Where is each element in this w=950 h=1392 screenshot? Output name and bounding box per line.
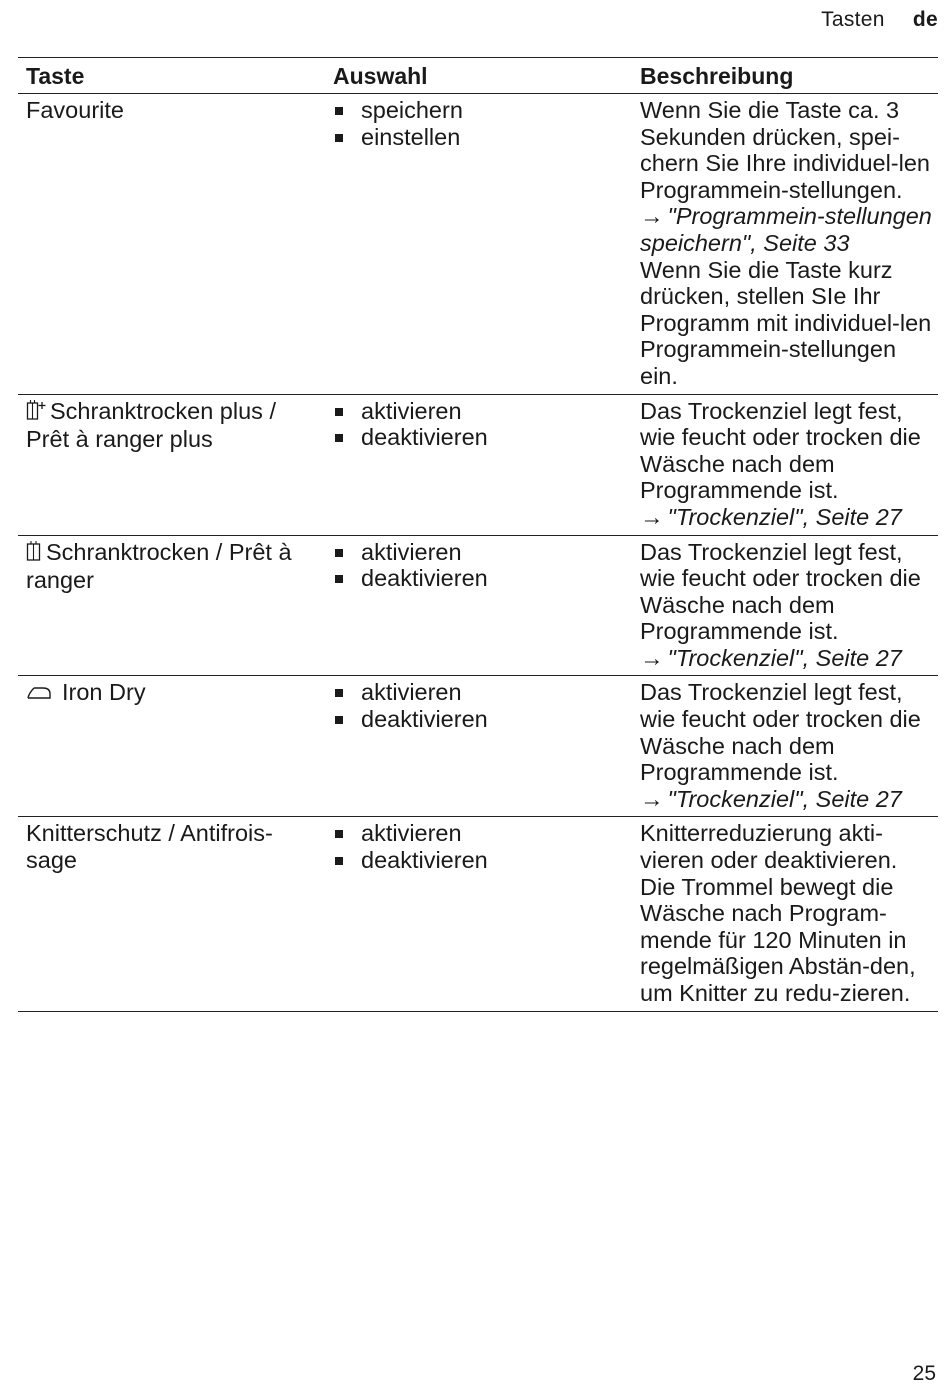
iron-icon: [26, 681, 52, 708]
cross-reference-text: "Trockenziel", Seite 27: [667, 503, 902, 530]
page-number: 25: [912, 1362, 936, 1385]
table-row: [18, 817, 938, 1011]
column-header-taste: Taste: [18, 58, 325, 94]
description-cell: [632, 676, 938, 817]
option-item: aktivieren: [333, 820, 624, 847]
button-options-table: [18, 57, 938, 1012]
arrow-right-icon: →: [640, 644, 664, 671]
key-label: Schranktrocken / Prêt à ranger: [26, 538, 292, 594]
cupboard-dry-plus-icon: [26, 399, 46, 427]
options-list: [333, 820, 624, 873]
options-list: [333, 539, 624, 592]
table-row: [18, 394, 938, 535]
options-cell: [325, 535, 632, 676]
table-row: [18, 676, 938, 817]
description-text: Das Trockenziel legt fest, wie feucht oder trocken die Wäsche nach dem Programmende ist.: [640, 397, 921, 504]
option-item: speichern: [333, 97, 624, 124]
options-list: [333, 97, 624, 150]
key-label: Knitterschutz / Antifrois-sage: [26, 820, 273, 874]
option-item: deaktivieren: [333, 424, 624, 451]
description-cell: [632, 535, 938, 676]
options-list: [333, 679, 624, 732]
table-row: [18, 94, 938, 395]
table-row: [18, 535, 938, 676]
description-cell: [632, 817, 938, 1011]
cross-reference: [640, 645, 932, 672]
option-item: aktivieren: [333, 679, 624, 706]
option-item: aktivieren: [333, 539, 624, 566]
table-header-row: [18, 58, 938, 94]
options-cell: [325, 394, 632, 535]
options-cell: [325, 817, 632, 1011]
cross-reference-text: "Programmein-stellungen speichern", Seite 33: [640, 203, 932, 256]
language-code: de: [912, 8, 938, 31]
cupboard-dry-icon: [26, 540, 42, 568]
cross-reference: [640, 504, 932, 531]
cross-reference: [640, 786, 932, 813]
option-item: deaktivieren: [333, 847, 624, 874]
arrow-right-icon: →: [640, 503, 664, 530]
option-item: deaktivieren: [333, 565, 624, 592]
cross-reference: [640, 203, 932, 256]
description-cell: [632, 94, 938, 395]
running-header: [821, 8, 938, 32]
column-header-beschreibung: Beschreibung: [632, 58, 938, 94]
option-item: deaktivieren: [333, 706, 624, 733]
arrow-right-icon: →: [640, 203, 664, 230]
description-text: Das Trockenziel legt fest, wie feucht oder trocken die Wäsche nach dem Programmende ist.: [640, 679, 921, 786]
description-text: Das Trockenziel legt fest, wie feucht oder trocken die Wäsche nach dem Programmende ist.: [640, 538, 921, 645]
key-cell: [18, 817, 325, 1011]
options-cell: [325, 94, 632, 395]
key-label: Schranktrocken plus / Prêt à ranger plus: [26, 397, 276, 453]
description-text: Wenn Sie die Taste kurz drücken, stellen SIe Ihr Programm mit individuel-len Programmein-stellungen ein.: [640, 256, 932, 389]
arrow-right-icon: →: [640, 785, 664, 812]
cross-reference-text: "Trockenziel", Seite 27: [667, 644, 902, 671]
description-text: Knitterreduzierung akti-vieren oder deaktivieren. Die Trommel bewegt die Wäsche nach Program-mende für 120 Minuten in regelmäßigen Abstän-den, um Knitter zu redu-zieren.: [640, 820, 916, 1006]
options-list: [333, 398, 624, 451]
key-cell: [18, 394, 325, 535]
key-cell: [18, 535, 325, 676]
column-header-auswahl: Auswahl: [325, 58, 632, 94]
description-text: Wenn Sie die Taste ca. 3 Sekunden drücken, spei-chern Sie Ihre individuel-len Programmein-stellungen.: [640, 97, 930, 203]
option-item: einstellen: [333, 124, 624, 151]
description-cell: [632, 394, 938, 535]
key-cell: [18, 676, 325, 817]
options-cell: [325, 676, 632, 817]
key-label: Favourite: [26, 97, 124, 123]
cross-reference-text: "Trockenziel", Seite 27: [667, 785, 902, 812]
section-title: Tasten: [821, 8, 885, 31]
key-label: Iron Dry: [62, 679, 146, 706]
option-item: aktivieren: [333, 398, 624, 425]
key-cell: [18, 94, 325, 395]
